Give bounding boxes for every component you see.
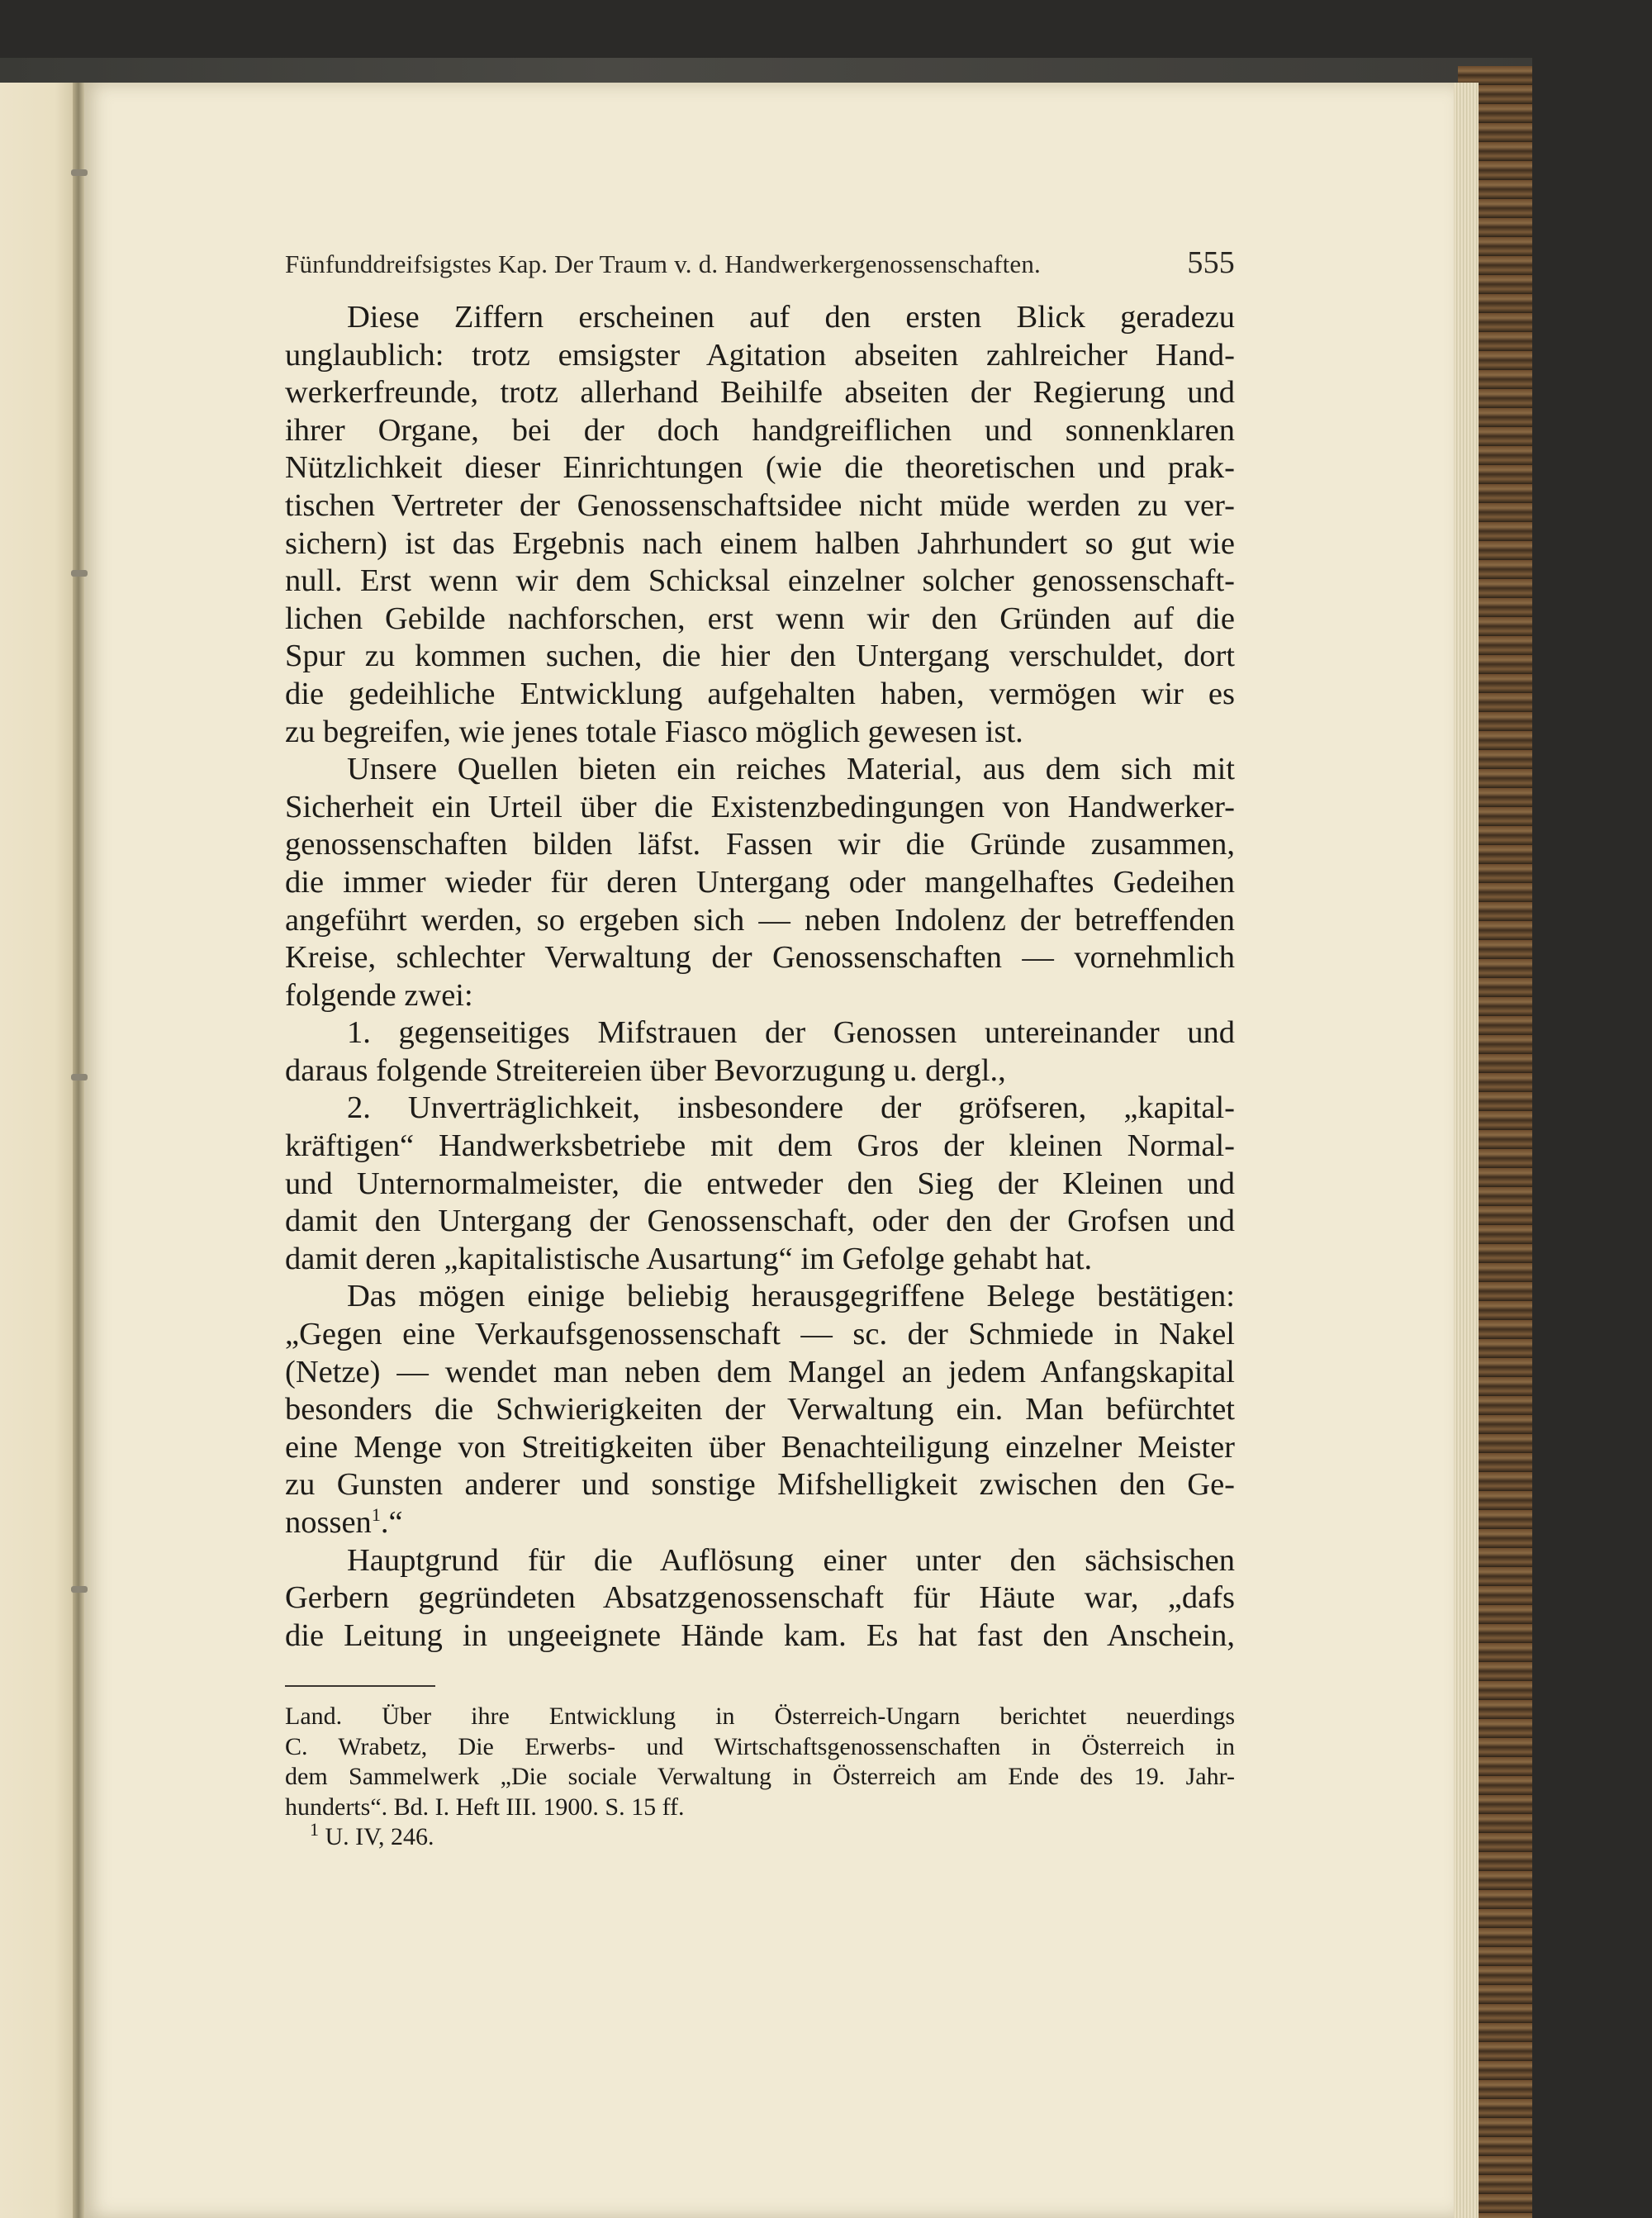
text-line: Das mögen einige beliebig herausgegriffene Belege bestätigen: (347, 1279, 1235, 1314)
text-line: lichen Gebilde nachforschen, erst wenn wir den Gründen auf die (285, 601, 1235, 636)
text-line: „Gegen eine Verkaufsgenossenschaft — sc. der Schmiede in Nakel (285, 1317, 1235, 1352)
text-line: tischen Vertreter der Genossenschaftsidee nicht müde werden zu ver- (285, 487, 1235, 523)
text-line: folgende zwei: (285, 977, 473, 1013)
text-line: zu Gunsten anderer und sonstige Mifshelligkeit zwischen den Ge- (285, 1467, 1235, 1503)
running-title: Fünfunddreifsigstes Kap. Der Traum v. d. Handwerkergenossenschaften. (285, 249, 1042, 278)
text-line: Gerbern gegründeten Absatzgenossenschaft für Häute war, „dafs (285, 1580, 1235, 1616)
text-line: damit deren „kapitalistische Ausartung“ im Gefolge gehabt hat. (285, 1241, 1093, 1276)
footnote-text: U. IV, 246. (325, 1823, 434, 1850)
text-line: (Netze) — wendet man neben dem Mangel an jedem Anfangskapital (285, 1354, 1235, 1389)
quote-close: .“ (380, 1505, 403, 1540)
footnotes (285, 1702, 1235, 1853)
binding-staple (71, 1074, 88, 1081)
footnote-line: C. Wrabetz, Die Erwerbs- und Wirtschaftsgenossenschaften in Österreich in (285, 1732, 1235, 1760)
text-line: Nützlichkeit dieser Einrichtungen (wie die theoretischen und prak- (285, 450, 1235, 486)
running-header (285, 241, 1235, 283)
page-stack-edge (1454, 83, 1479, 2218)
text-line: die immer wieder für deren Untergang oder mangelhaftes Gedeihen (285, 864, 1235, 900)
text-line: kräftigen“ Handwerksbetriebe mit dem Gros der kleinen Normal- (285, 1128, 1235, 1164)
footnote-line: Land. Über ihre Entwicklung in Österreich-Ungarn berichtet neuerdings (285, 1703, 1235, 1730)
footnote-rule (285, 1685, 435, 1687)
binding-staple (71, 1586, 88, 1593)
footnote-1 (285, 1822, 1235, 1853)
book-gutter (73, 83, 84, 2218)
list-item-2: 2. Unverträglichkeit, insbesondere der gröfseren, „kapital- (347, 1090, 1235, 1126)
text-line: und Unternormalmeister, die entweder den Sieg der Kleinen und (285, 1166, 1235, 1201)
body-text (285, 299, 1235, 1655)
text-line: genossenschaften bilden läfst. Fassen wir die Gründe zusammen, (285, 827, 1235, 862)
text-line: daraus folgende Streitereien über Bevorzugung u. dergl., (285, 1052, 1006, 1088)
text-line (285, 1504, 1235, 1542)
text-line: unglaublich: trotz emsigster Agitation abseiten zahlreicher Hand- (285, 337, 1235, 373)
text-line: werkerfreunde, trotz allerhand Beihilfe abseiten der Regierung und (285, 375, 1235, 411)
text-line: eine Menge von Streitigkeiten über Benachteiligung einzelner Meister (285, 1429, 1235, 1465)
text-line: Diese Ziffern erscheinen auf den ersten Blick geradezu (347, 300, 1235, 335)
text-line: zu begreifen, wie jenes totale Fiasco möglich gewesen ist. (285, 714, 1023, 749)
list-item-1: 1. gegenseitiges Mifstrauen der Genossen untereinander und (347, 1015, 1235, 1051)
text-line: Unsere Quellen bieten ein reiches Material, aus dem sich mit (347, 752, 1235, 787)
text-line: Hauptgrund für die Auflösung einer unter den sächsischen (347, 1542, 1235, 1578)
footnote-marker: 1 (310, 1822, 319, 1840)
text-line: sichern) ist das Ergebnis nach einem halben Jahrhundert so gut wie (285, 525, 1235, 561)
page-number: 555 (1187, 245, 1235, 280)
text-line: ihrer Organe, bei der doch handgreiflichen und sonnenklaren (285, 412, 1235, 448)
footnote-line: dem Sammelwerk „Die sociale Verwaltung in Österreich am Ende des 19. Jahr- (285, 1763, 1235, 1790)
binding-staple (71, 169, 88, 176)
footnote-line: hunderts“. Bd. I. Heft III. 1900. S. 15 ff. (285, 1793, 685, 1821)
text-fragment: nossen (285, 1505, 372, 1540)
footnote-ref: 1 (371, 1504, 381, 1526)
text-line: die gedeihliche Entwicklung aufgehalten haben, vermögen wir es (285, 676, 1235, 711)
left-page-edge (0, 83, 78, 2218)
text-line: besonders die Schwierigkeiten der Verwaltung ein. Man befürchtet (285, 1392, 1235, 1427)
text-line: Kreise, schlechter Verwaltung der Genossenschaften — vornehmlich (285, 940, 1235, 976)
text-line: Spur zu kommen suchen, die hier den Untergang verschuldet, dort (285, 639, 1235, 674)
text-line: null. Erst wenn wir dem Schicksal einzelner solcher genossenschaft- (285, 563, 1235, 599)
text-line: damit den Untergang der Genossenschaft, oder den der Grofsen und (285, 1204, 1235, 1239)
text-line: die Leitung in ungeeignete Hände kam. Es hat fast den Anschein, (285, 1617, 1235, 1653)
text-line: Sicherheit ein Urteil über die Existenzbedingungen von Handwerker- (285, 789, 1235, 824)
text-line: angeführt werden, so ergeben sich — neben Indolenz der betreffenden (285, 902, 1235, 938)
binding-staple (71, 570, 88, 577)
